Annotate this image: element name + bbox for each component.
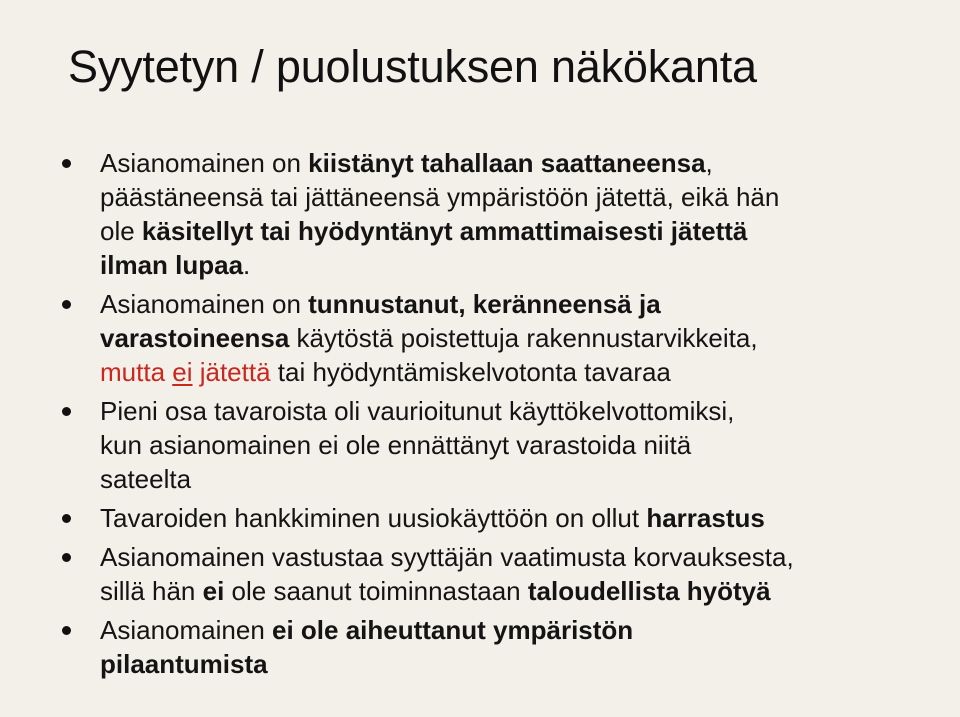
text-segment: ei [202, 576, 225, 606]
bullet-list [58, 146, 926, 681]
text-segment: Asianomainen on [100, 148, 309, 178]
bullet-text [100, 503, 765, 533]
text-segment: Tavaroiden hankkiminen uusiokäyttöön on ollut [100, 503, 647, 533]
bullet-dot-icon [62, 626, 71, 635]
text-segment: ilman lupaa [100, 250, 244, 280]
bullet-item [58, 146, 926, 282]
bullet-text [100, 289, 758, 387]
text-segment: taloudellista hyötyä [527, 576, 771, 606]
slide-title: Syytetyn / puolustuksen näkökanta [68, 41, 757, 92]
bullet-text [100, 148, 779, 280]
text-segment: pilaantumista [100, 649, 268, 679]
text-segment: käytöstä poistettuja rakennustarvikkeita, [289, 323, 758, 353]
bullet-item [58, 613, 926, 681]
text-segment: kiistänyt tahallaan saattaneensa [308, 148, 706, 178]
bullet-dot-icon [62, 407, 71, 416]
text-segment: mutta [100, 357, 173, 387]
bullet-dot-icon [62, 159, 71, 168]
bullet-item [58, 501, 926, 535]
text-segment: käsitellyt tai hyödyntänyt ammattimaisesti jätettä [141, 216, 748, 246]
text-segment: ei ole aiheuttanut ympäristön [272, 615, 634, 645]
bullet-text [100, 396, 734, 494]
text-segment: . [243, 250, 251, 280]
bullet-item [58, 394, 926, 496]
text-segment: Asianomainen vastustaa syyttäjän vaatimusta korvauksesta, [100, 542, 794, 572]
bullet-item [58, 287, 926, 389]
text-segment: sateelta [100, 464, 192, 494]
text-segment: päästäneensä tai jättäneensä ympäristöön jätettä, eikä hän [100, 182, 780, 212]
text-segment: varastoineensa [100, 323, 290, 353]
bullet-dot-icon [62, 514, 71, 523]
text-segment: kun asianomainen ei ole ennättänyt varastoida niitä [100, 430, 692, 460]
text-segment: tai hyödyntämiskelvotonta tavaraa [270, 357, 671, 387]
text-segment: ole [100, 216, 142, 246]
text-segment: Asianomainen [100, 615, 272, 645]
text-segment: ei [172, 357, 193, 387]
text-segment: , [705, 148, 713, 178]
text-segment: ole saanut toiminnastaan [224, 576, 528, 606]
bullet-text [100, 615, 633, 679]
text-segment: sillä hän [100, 576, 203, 606]
text-segment: harrastus [646, 503, 765, 533]
bullet-dot-icon [62, 553, 71, 562]
text-segment: Pieni osa tavaroista oli vaurioitunut käyttökelvottomiksi, [100, 396, 735, 426]
text-segment: Asianomainen on [100, 289, 309, 319]
bullet-item [58, 540, 926, 608]
text-segment: jätettä [192, 357, 271, 387]
text-segment: tunnustanut, keränneensä ja [308, 289, 661, 319]
bullet-text [100, 542, 794, 606]
bullet-dot-icon [62, 300, 71, 309]
